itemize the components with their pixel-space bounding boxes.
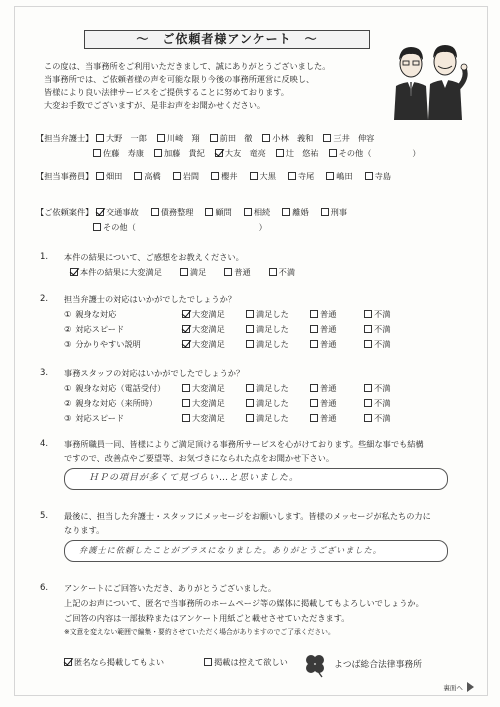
next-page-note[interactable] bbox=[443, 682, 474, 692]
checkbox[interactable] bbox=[93, 223, 101, 231]
lawyer-option[interactable] bbox=[96, 133, 147, 143]
q2-choice-cell bbox=[310, 324, 336, 334]
q1-options bbox=[70, 267, 313, 277]
option-label: 寺島 bbox=[374, 171, 392, 181]
lawyer-label: 【担当弁護士】 bbox=[36, 133, 94, 143]
checkbox[interactable] bbox=[364, 340, 372, 348]
option-label: 相続 bbox=[253, 207, 271, 217]
option-label: 畑田 bbox=[105, 171, 123, 181]
q2-choice-cell bbox=[310, 339, 336, 349]
checkbox[interactable] bbox=[204, 658, 212, 666]
q3-item bbox=[64, 383, 165, 393]
q3-choice-cell bbox=[246, 383, 289, 393]
checkbox[interactable] bbox=[246, 384, 254, 392]
item-label: 親身な対応（電話受付） bbox=[75, 383, 166, 393]
item-label: 親身な対応（来所時） bbox=[75, 398, 158, 408]
q6-number: 6. bbox=[40, 583, 49, 593]
option-label: 大友 竜亮 bbox=[224, 148, 266, 158]
q4-number: 4. bbox=[40, 439, 49, 449]
option-label: 普通 bbox=[320, 398, 337, 408]
checkbox[interactable] bbox=[246, 340, 254, 348]
q3-choice-cell bbox=[310, 398, 336, 408]
checkbox-checked[interactable] bbox=[182, 325, 190, 333]
lawyer-option[interactable] bbox=[215, 148, 266, 158]
option-label: 普通 bbox=[320, 383, 337, 393]
option-label: 掲載は控えて欲しい bbox=[214, 657, 288, 667]
staff-option[interactable] bbox=[134, 171, 160, 181]
next-page-label: 裏面へ bbox=[443, 684, 463, 692]
option-label: 小林 義和 bbox=[272, 133, 314, 143]
checkbox-checked[interactable] bbox=[70, 268, 78, 276]
lawyer-row-2 bbox=[93, 148, 431, 158]
staff-option[interactable] bbox=[173, 171, 199, 181]
option-label: 高橋 bbox=[144, 171, 161, 181]
q3-choice-cell bbox=[182, 398, 225, 408]
q3-choice[interactable] bbox=[364, 383, 390, 393]
q2-choice[interactable] bbox=[182, 324, 225, 334]
checkbox[interactable] bbox=[262, 134, 270, 142]
option-label: 刑事 bbox=[330, 207, 348, 217]
q3-item bbox=[64, 413, 124, 423]
checkbox[interactable] bbox=[173, 172, 181, 180]
checkbox[interactable] bbox=[364, 310, 372, 318]
staff-option[interactable] bbox=[326, 171, 352, 181]
option-label: 普通 bbox=[320, 309, 337, 319]
staff-row bbox=[36, 171, 403, 181]
q6-options bbox=[64, 657, 328, 667]
item-label: 対応スピード bbox=[75, 324, 125, 334]
lawyer-right-figure bbox=[428, 45, 467, 120]
checkbox-checked[interactable] bbox=[182, 340, 190, 348]
q3-choice[interactable] bbox=[310, 413, 336, 423]
staff-option[interactable] bbox=[250, 171, 276, 181]
q3-choice[interactable] bbox=[246, 413, 289, 423]
option-label: 離婚 bbox=[292, 207, 309, 217]
checkbox[interactable] bbox=[244, 208, 252, 216]
option-label: 普通 bbox=[320, 324, 337, 334]
q3-text: 事務スタッフの対応はいかがでしたでしょうか？ bbox=[64, 368, 245, 378]
option-label: 大変満足 bbox=[192, 309, 225, 319]
option-label: その他（ ） bbox=[103, 222, 267, 232]
option-label: 満足した bbox=[256, 383, 289, 393]
option-label: 前田 徹 bbox=[219, 133, 253, 143]
firm-name: よつば総合法律事務所 bbox=[334, 660, 422, 670]
option-label: 不満 bbox=[374, 383, 391, 393]
q1-number: 1. bbox=[40, 252, 49, 262]
option-label: 大変満足 bbox=[192, 339, 225, 349]
staff-option[interactable] bbox=[96, 171, 122, 181]
q2-choice[interactable] bbox=[246, 324, 289, 334]
checkbox[interactable] bbox=[364, 414, 372, 422]
checkbox[interactable] bbox=[288, 172, 296, 180]
intro-line: 皆様により良い法律サービスをご提供することに努めております。 bbox=[44, 87, 289, 97]
q3-number: 3. bbox=[40, 368, 49, 378]
q2-choice[interactable] bbox=[182, 339, 225, 349]
q2-text: 担当弁護士の対応はいかがでしたでしょうか？ bbox=[64, 294, 236, 304]
q2-choice[interactable] bbox=[364, 324, 390, 334]
checkbox-checked[interactable] bbox=[182, 310, 190, 318]
item-number: ③ bbox=[64, 413, 72, 423]
q3-choice-cell bbox=[246, 398, 289, 408]
option-label: 櫻井 bbox=[221, 171, 238, 181]
intro-text bbox=[44, 60, 374, 112]
q5-answer-box[interactable] bbox=[64, 540, 448, 562]
q5-number: 5. bbox=[40, 511, 49, 521]
option-label: 大変満足 bbox=[192, 324, 225, 334]
q2-choice[interactable] bbox=[364, 309, 390, 319]
q3-choice[interactable] bbox=[182, 413, 225, 423]
q2-choice[interactable] bbox=[246, 309, 289, 319]
checkbox[interactable] bbox=[310, 310, 318, 318]
checkbox[interactable] bbox=[154, 149, 162, 157]
item-number: ② bbox=[64, 324, 72, 334]
checkbox[interactable] bbox=[276, 149, 284, 157]
lawyer-option[interactable] bbox=[329, 148, 421, 158]
option-label: 大黒 bbox=[259, 171, 276, 181]
q3-choice-cell bbox=[246, 413, 289, 423]
checkbox[interactable] bbox=[205, 208, 213, 216]
checkbox[interactable] bbox=[246, 310, 254, 318]
q2-choice[interactable] bbox=[246, 339, 289, 349]
option-label: 債務整理 bbox=[160, 207, 194, 217]
q4-answer-box[interactable] bbox=[64, 468, 448, 490]
checkbox[interactable] bbox=[246, 414, 254, 422]
q3-choice-cell bbox=[182, 413, 225, 423]
item-number: ① bbox=[64, 309, 72, 319]
clover-icon bbox=[302, 652, 328, 678]
q3-choice[interactable] bbox=[310, 398, 336, 408]
checkbox[interactable] bbox=[182, 399, 190, 407]
option-label: 本件の結果に大変満足 bbox=[80, 267, 162, 277]
checkbox[interactable] bbox=[282, 208, 290, 216]
case-label: 【ご依頼案件】 bbox=[36, 207, 94, 217]
checkbox[interactable] bbox=[329, 149, 337, 157]
checkbox[interactable] bbox=[93, 149, 101, 157]
q5-text-1: 最後に、担当した弁護士・スタッフにメッセージをお願いします。皆様のメッセージが私たちの力に bbox=[64, 511, 431, 521]
q5-answer: 弁護士に依頼したことがプラスになりました。ありがとうございました。 bbox=[79, 545, 382, 555]
q6-note: ※文意を変えない範囲で編集・要約させていただく場合がありますのでご了承ください。 bbox=[64, 628, 335, 636]
q2-choice-cell bbox=[246, 339, 289, 349]
q2-choice[interactable] bbox=[182, 309, 225, 319]
lawyer-option[interactable] bbox=[210, 133, 253, 143]
case-option[interactable] bbox=[151, 207, 194, 217]
q3-choice-cell bbox=[182, 383, 225, 393]
option-label: 満足した bbox=[256, 413, 289, 423]
q4-answer: ＨＰの項目が多くて見づらい…と思いました。 bbox=[89, 473, 300, 483]
item-number: ① bbox=[64, 383, 72, 393]
q6-option[interactable] bbox=[64, 657, 164, 667]
lawyer-option[interactable] bbox=[93, 148, 144, 158]
firm-logo bbox=[302, 652, 452, 678]
q3-choice[interactable] bbox=[246, 383, 289, 393]
option-label: 嶋田 bbox=[336, 171, 353, 181]
checkbox[interactable] bbox=[182, 384, 190, 392]
option-label: 不満 bbox=[374, 324, 391, 334]
q2-number: 2. bbox=[40, 294, 49, 304]
checkbox[interactable] bbox=[151, 208, 159, 216]
option-label: 不満 bbox=[278, 267, 296, 277]
lawyer-option[interactable] bbox=[276, 148, 319, 158]
q6-option[interactable] bbox=[204, 657, 288, 667]
option-label: 不満 bbox=[374, 413, 391, 423]
staff-option[interactable] bbox=[288, 171, 314, 181]
checkbox[interactable] bbox=[310, 325, 318, 333]
lawyers-illustration bbox=[386, 38, 470, 120]
q6-line-2: 上記のお声について、匿名で当事務所のホームページ等の媒体に掲載してもよろしいでしょうか。 bbox=[64, 598, 424, 608]
q2-choice-cell bbox=[310, 309, 336, 319]
checkbox[interactable] bbox=[180, 268, 188, 276]
item-number: ③ bbox=[64, 339, 72, 349]
item-label: 親身な対応 bbox=[75, 309, 117, 319]
checkbox-checked[interactable] bbox=[96, 208, 104, 216]
checkbox[interactable] bbox=[224, 268, 232, 276]
page-title: ～ ご依頼者様アンケート ～ bbox=[84, 30, 370, 49]
option-label: 匿名なら掲載してもよい bbox=[74, 657, 165, 667]
option-label: 普通 bbox=[234, 267, 251, 277]
q1-option[interactable] bbox=[70, 267, 162, 277]
q1-text: 本件の結果について、ご感想をお教えください。 bbox=[64, 252, 244, 262]
option-label: 満足 bbox=[189, 267, 207, 277]
q2-choice[interactable] bbox=[364, 339, 390, 349]
option-label: 寺尾 bbox=[297, 171, 315, 181]
option-label: 三井 伸容 bbox=[333, 133, 375, 143]
q3-choice-cell bbox=[310, 383, 336, 393]
option-label: 満足した bbox=[256, 324, 289, 334]
checkbox[interactable] bbox=[250, 172, 258, 180]
checkbox[interactable] bbox=[269, 268, 277, 276]
q3-choice[interactable] bbox=[182, 383, 225, 393]
q2-choice-cell bbox=[246, 309, 289, 319]
case-option[interactable] bbox=[93, 222, 267, 232]
q4-text-2: ですので、改善点やご要望等、お気づきになられた点をお聞かせ下さい。 bbox=[64, 453, 335, 463]
checkbox[interactable] bbox=[246, 399, 254, 407]
q1-option[interactable] bbox=[269, 267, 295, 277]
q2-choice-cell bbox=[364, 339, 390, 349]
checkbox[interactable] bbox=[246, 325, 254, 333]
case-row-1 bbox=[36, 207, 359, 217]
case-option[interactable] bbox=[244, 207, 270, 217]
q2-choice[interactable] bbox=[310, 309, 336, 319]
option-label: 岩間 bbox=[182, 171, 200, 181]
intro-line: 当事務所では、ご依頼者様の声を可能な限り今後の事務所運営に反映し、 bbox=[44, 74, 315, 84]
checkbox-checked[interactable] bbox=[215, 149, 223, 157]
lawyer-option[interactable] bbox=[262, 133, 313, 143]
intro-line: この度は、当事務所をご利用いただきまして、誠にありがとうございました。 bbox=[44, 61, 331, 71]
q2-choice[interactable] bbox=[310, 339, 336, 349]
q2-item bbox=[64, 324, 124, 334]
q2-item bbox=[64, 309, 116, 319]
checkbox[interactable] bbox=[310, 340, 318, 348]
case-option[interactable] bbox=[96, 207, 139, 217]
option-label: 大変満足 bbox=[192, 398, 225, 408]
option-label: 満足した bbox=[256, 339, 289, 349]
lawyer-option[interactable] bbox=[154, 148, 205, 158]
item-number: ② bbox=[64, 398, 72, 408]
q2-choice-cell bbox=[182, 309, 225, 319]
case-option[interactable] bbox=[205, 207, 231, 217]
q3-choice[interactable] bbox=[310, 383, 336, 393]
staff-label: 【担当事務員】 bbox=[36, 171, 94, 181]
q3-choice[interactable] bbox=[246, 398, 289, 408]
q1-option[interactable] bbox=[180, 267, 206, 277]
checkbox[interactable] bbox=[310, 414, 318, 422]
checkbox[interactable] bbox=[364, 384, 372, 392]
checkbox[interactable] bbox=[182, 414, 190, 422]
option-label: 佐藤 寿康 bbox=[103, 148, 144, 158]
staff-option[interactable] bbox=[365, 171, 391, 181]
checkbox[interactable] bbox=[96, 172, 104, 180]
intro-line: 大変お手数でございますが、是非お声をお聞かせください。 bbox=[44, 100, 266, 110]
option-label: 川崎 翔 bbox=[166, 133, 200, 143]
lawyer-row-1 bbox=[36, 133, 384, 143]
q3-item bbox=[64, 398, 157, 408]
option-label: 大野 一郎 bbox=[105, 133, 147, 143]
option-label: 辻 悠祐 bbox=[285, 148, 319, 158]
lawyer-left-figure bbox=[394, 47, 428, 120]
q6-line-1: アンケートにご回答いただき、ありがとうございました。 bbox=[64, 583, 277, 593]
checkbox[interactable] bbox=[323, 134, 331, 142]
case-option[interactable] bbox=[282, 207, 308, 217]
q2-choice[interactable] bbox=[310, 324, 336, 334]
lawyer-option[interactable] bbox=[157, 133, 200, 143]
checkbox[interactable] bbox=[364, 325, 372, 333]
q5-text-2: なります。 bbox=[64, 525, 105, 535]
item-label: 分かりやすい説明 bbox=[75, 339, 141, 349]
checkbox[interactable] bbox=[310, 399, 318, 407]
q2-choice-cell bbox=[182, 339, 225, 349]
checkbox[interactable] bbox=[310, 384, 318, 392]
option-label: 大変満足 bbox=[192, 383, 225, 393]
checkbox[interactable] bbox=[157, 134, 165, 142]
option-label: 不満 bbox=[374, 309, 391, 319]
option-label: 交通事故 bbox=[105, 207, 139, 217]
q2-choice-cell bbox=[364, 309, 390, 319]
q2-choice-cell bbox=[246, 324, 289, 334]
option-label: その他（ ） bbox=[338, 148, 421, 158]
checkbox[interactable] bbox=[211, 172, 219, 180]
q2-item bbox=[64, 339, 141, 349]
option-label: 普通 bbox=[320, 413, 337, 423]
checkbox[interactable] bbox=[326, 172, 334, 180]
q3-choice-cell bbox=[310, 413, 336, 423]
option-label: 満足した bbox=[256, 398, 289, 408]
q3-choice[interactable] bbox=[364, 413, 390, 423]
staff-option[interactable] bbox=[211, 171, 237, 181]
option-label: 普通 bbox=[320, 339, 337, 349]
q3-choice-cell bbox=[364, 383, 390, 393]
item-label: 対応スピード bbox=[75, 413, 125, 423]
q6-line-3: ご回答の内容は一部抜粋またはアンケート用紙ごと載せさせていただきます。 bbox=[64, 613, 350, 623]
q3-choice[interactable] bbox=[364, 398, 390, 408]
case-option[interactable] bbox=[321, 207, 347, 217]
q2-choice-cell bbox=[182, 324, 225, 334]
lawyer-option[interactable] bbox=[323, 133, 374, 143]
option-label: 不満 bbox=[374, 339, 391, 349]
q4-text-1: 事務所職員一同、皆様によりご満足頂ける事務所サービスを心がけております。些細な事でも結構 bbox=[64, 439, 424, 449]
checkbox[interactable] bbox=[365, 172, 373, 180]
q1-option[interactable] bbox=[224, 267, 250, 277]
option-label: 満足した bbox=[256, 309, 289, 319]
option-label: 顧問 bbox=[215, 207, 232, 217]
checkbox[interactable] bbox=[321, 208, 329, 216]
checkbox[interactable] bbox=[96, 134, 104, 142]
q3-choice-cell bbox=[364, 398, 390, 408]
checkbox[interactable] bbox=[210, 134, 218, 142]
q2-choice-cell bbox=[364, 324, 390, 334]
q3-choice[interactable] bbox=[182, 398, 225, 408]
checkbox-checked[interactable] bbox=[64, 658, 72, 666]
option-label: 不満 bbox=[374, 398, 391, 408]
q3-choice-cell bbox=[364, 413, 390, 423]
checkbox[interactable] bbox=[134, 172, 142, 180]
case-row-2 bbox=[93, 222, 277, 232]
arrow-right-icon bbox=[467, 682, 474, 692]
option-label: 加藤 貴紀 bbox=[163, 148, 205, 158]
option-label: 大変満足 bbox=[192, 413, 225, 423]
checkbox[interactable] bbox=[364, 399, 372, 407]
